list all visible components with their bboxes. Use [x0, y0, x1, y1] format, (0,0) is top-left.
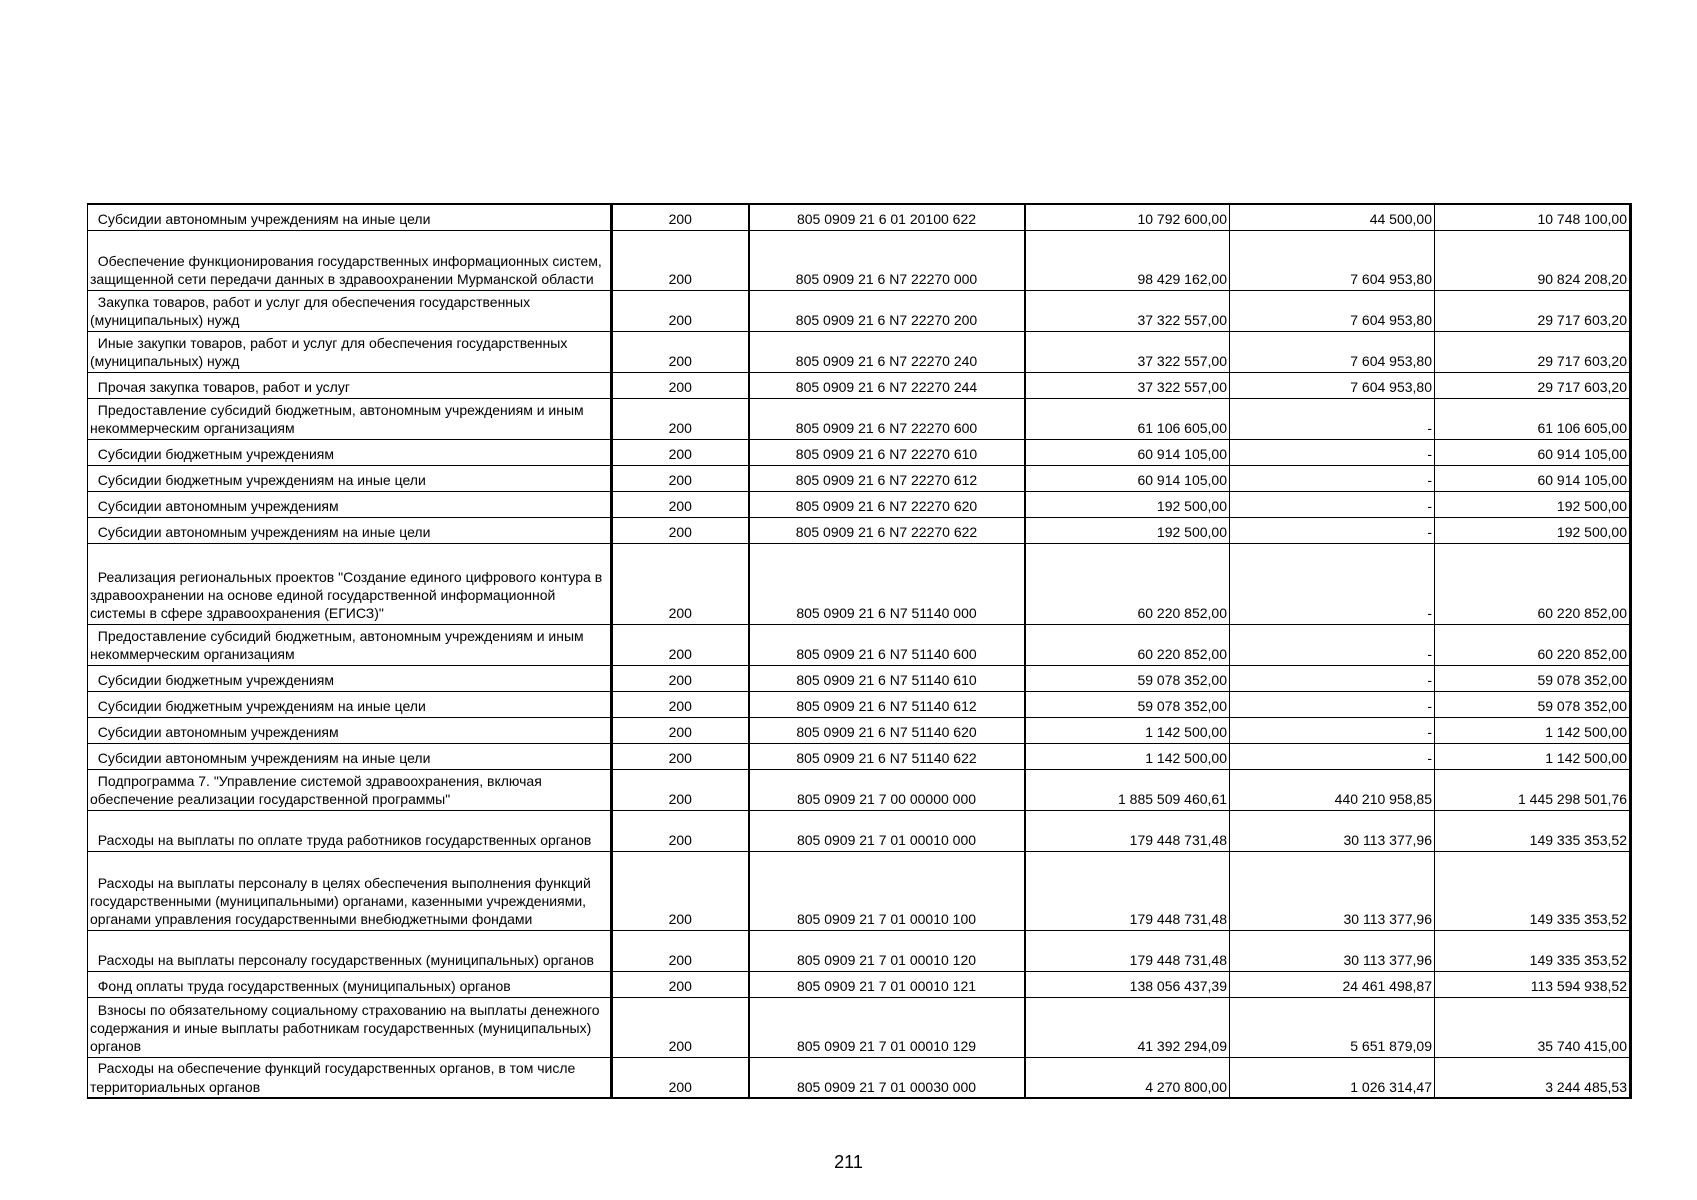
row-name-text: Подпрограмма 7. "Управление системой здравоохранения, включая обеспечение реализации государственной программы"	[90, 772, 546, 808]
row-executed-cell: -	[1230, 491, 1435, 517]
table-row	[88, 398, 1631, 439]
table-row	[88, 290, 1631, 331]
page-number: 211	[834, 1152, 863, 1172]
row-executed-cell: -	[1230, 691, 1435, 717]
row-executed-cell: 30 113 377,96	[1230, 851, 1435, 930]
row-unexecuted-cell: 60 914 105,00	[1435, 465, 1631, 491]
row-approved-cell: 1 885 509 460,61	[1025, 769, 1230, 810]
row-executed-cell: -	[1230, 439, 1435, 465]
table-row	[88, 851, 1631, 930]
row-name-cell	[88, 930, 612, 971]
row-name-cell	[88, 717, 612, 743]
row-unexecuted-cell: 3 244 485,53	[1435, 1057, 1631, 1098]
row-name-cell	[88, 290, 612, 331]
row-name-text: Субсидии автономным учреждениям на иные цели	[90, 750, 431, 767]
table-row	[88, 543, 1631, 624]
row-approved-cell: 41 392 294,09	[1025, 997, 1230, 1057]
row-approved-cell: 179 448 731,48	[1025, 810, 1230, 851]
row-executed-cell: 30 113 377,96	[1230, 930, 1435, 971]
row-line-code-cell: 200	[612, 971, 749, 997]
row-budget-code-cell: 805 0909 21 6 N7 22270 620	[749, 491, 1025, 517]
row-budget-code-cell: 805 0909 21 6 N7 22270 610	[749, 439, 1025, 465]
row-approved-cell: 10 792 600,00	[1025, 204, 1230, 230]
row-line-code-cell: 200	[612, 691, 749, 717]
row-executed-cell: 7 604 953,80	[1230, 230, 1435, 290]
table-row	[88, 930, 1631, 971]
row-name-text: Субсидии автономным учреждениям на иные цели	[90, 524, 431, 541]
row-unexecuted-cell: 59 078 352,00	[1435, 665, 1631, 691]
row-name-cell	[88, 439, 612, 465]
row-line-code-cell: 200	[612, 204, 749, 230]
row-line-code-cell: 200	[612, 491, 749, 517]
row-unexecuted-cell: 60 220 852,00	[1435, 543, 1631, 624]
row-name-text: Расходы на выплаты персоналу государственных (муниципальных) органов	[90, 952, 594, 969]
table-row	[88, 665, 1631, 691]
table-row	[88, 465, 1631, 491]
row-executed-cell: 1 026 314,47	[1230, 1057, 1435, 1098]
table-body	[88, 204, 1631, 1098]
row-line-code-cell: 200	[612, 851, 749, 930]
row-name-cell	[88, 465, 612, 491]
row-budget-code-cell: 805 0909 21 6 N7 51140 622	[749, 743, 1025, 769]
row-name-text: Субсидии бюджетным учреждениям на иные цели	[90, 472, 426, 489]
row-line-code-cell: 200	[612, 624, 749, 665]
row-executed-cell: -	[1230, 398, 1435, 439]
row-budget-code-cell: 805 0909 21 6 N7 51140 612	[749, 691, 1025, 717]
row-line-code-cell: 200	[612, 810, 749, 851]
row-name-cell	[88, 691, 612, 717]
row-name-text: Фонд оплаты труда государственных (муниципальных) органов	[90, 978, 511, 995]
row-name-text: Иные закупки товаров, работ и услуг для обеспечения государственных (муниципальных) нужд	[90, 334, 572, 370]
row-budget-code-cell: 805 0909 21 7 01 00010 120	[749, 930, 1025, 971]
row-name-text: Расходы на выплаты по оплате труда работников государственных органов	[90, 832, 592, 849]
row-unexecuted-cell: 59 078 352,00	[1435, 691, 1631, 717]
table-row	[88, 743, 1631, 769]
budget-execution-table	[87, 203, 1632, 1099]
row-name-text: Предоставление субсидий бюджетным, автономным учреждениям и иным некоммерческим организациям	[90, 401, 588, 437]
table-row	[88, 491, 1631, 517]
row-budget-code-cell: 805 0909 21 6 N7 22270 000	[749, 230, 1025, 290]
row-approved-cell: 60 220 852,00	[1025, 543, 1230, 624]
row-unexecuted-cell: 35 740 415,00	[1435, 997, 1631, 1057]
table-row	[88, 769, 1631, 810]
row-approved-cell: 61 106 605,00	[1025, 398, 1230, 439]
table-row	[88, 971, 1631, 997]
table-row	[88, 230, 1631, 290]
row-approved-cell: 59 078 352,00	[1025, 691, 1230, 717]
row-unexecuted-cell: 29 717 603,20	[1435, 331, 1631, 372]
row-unexecuted-cell: 149 335 353,52	[1435, 851, 1631, 930]
row-approved-cell: 98 429 162,00	[1025, 230, 1230, 290]
table-row	[88, 717, 1631, 743]
row-unexecuted-cell: 61 106 605,00	[1435, 398, 1631, 439]
row-name-text: Обеспечение функционирования государственных информационных систем, защищенной сети передачи данных в здравоохранении Мурманской области	[90, 252, 606, 288]
row-executed-cell: -	[1230, 624, 1435, 665]
row-line-code-cell: 200	[612, 372, 749, 398]
row-unexecuted-cell: 149 335 353,52	[1435, 930, 1631, 971]
row-executed-cell: -	[1230, 517, 1435, 543]
row-executed-cell: 24 461 498,87	[1230, 971, 1435, 997]
row-budget-code-cell: 805 0909 21 6 N7 51140 000	[749, 543, 1025, 624]
row-approved-cell: 179 448 731,48	[1025, 930, 1230, 971]
row-budget-code-cell: 805 0909 21 7 01 00030 000	[749, 1057, 1025, 1098]
row-line-code-cell: 200	[612, 398, 749, 439]
row-unexecuted-cell: 192 500,00	[1435, 491, 1631, 517]
row-unexecuted-cell: 1 142 500,00	[1435, 717, 1631, 743]
table-row	[88, 624, 1631, 665]
row-line-code-cell: 200	[612, 769, 749, 810]
row-name-text: Реализация региональных проектов "Создание единого цифрового контура в здравоохранении на основе единой государственной информационной системы в сфере здравоохранения (ЕГИСЗ)"	[90, 568, 607, 622]
row-executed-cell: 7 604 953,80	[1230, 372, 1435, 398]
row-unexecuted-cell: 60 220 852,00	[1435, 624, 1631, 665]
row-line-code-cell: 200	[612, 1057, 749, 1098]
row-approved-cell: 37 322 557,00	[1025, 331, 1230, 372]
row-budget-code-cell: 805 0909 21 6 N7 51140 600	[749, 624, 1025, 665]
row-approved-cell: 60 914 105,00	[1025, 465, 1230, 491]
row-name-text: Субсидии бюджетным учреждениям	[90, 672, 335, 689]
row-line-code-cell: 200	[612, 230, 749, 290]
row-name-cell	[88, 851, 612, 930]
row-unexecuted-cell: 1 142 500,00	[1435, 743, 1631, 769]
row-name-cell	[88, 543, 612, 624]
row-budget-code-cell: 805 0909 21 6 N7 22270 200	[749, 290, 1025, 331]
row-name-cell	[88, 230, 612, 290]
row-name-text: Расходы на выплаты персоналу в целях обеспечения выполнения функций государственными (муниципальными) органами, казенными учреждениями, органами управления государственными внебюджетными фондами	[90, 874, 595, 928]
row-name-cell	[88, 372, 612, 398]
row-approved-cell: 60 914 105,00	[1025, 439, 1230, 465]
row-budget-code-cell: 805 0909 21 6 N7 51140 610	[749, 665, 1025, 691]
table-row	[88, 810, 1631, 851]
row-name-cell	[88, 398, 612, 439]
row-line-code-cell: 200	[612, 543, 749, 624]
row-name-text: Субсидии бюджетным учреждениям на иные цели	[90, 698, 426, 715]
row-executed-cell: -	[1230, 743, 1435, 769]
row-approved-cell: 192 500,00	[1025, 517, 1230, 543]
row-unexecuted-cell: 1 445 298 501,76	[1435, 769, 1631, 810]
row-executed-cell: 30 113 377,96	[1230, 810, 1435, 851]
row-name-text: Расходы на обеспечение функций государственных органов, в том числе территориальных органов	[90, 1060, 580, 1095]
row-name-cell	[88, 665, 612, 691]
row-name-cell	[88, 743, 612, 769]
row-name-text: Субсидии автономным учреждениям на иные цели	[90, 211, 431, 228]
row-unexecuted-cell: 192 500,00	[1435, 517, 1631, 543]
row-executed-cell: -	[1230, 465, 1435, 491]
row-approved-cell: 4 270 800,00	[1025, 1057, 1230, 1098]
row-unexecuted-cell: 29 717 603,20	[1435, 290, 1631, 331]
row-name-text: Закупка товаров, работ и услуг для обеспечения государственных (муниципальных) нужд	[90, 293, 534, 329]
row-name-cell	[88, 517, 612, 543]
row-name-cell	[88, 204, 612, 230]
row-budget-code-cell: 805 0909 21 7 00 00000 000	[749, 769, 1025, 810]
row-executed-cell: 5 651 879,09	[1230, 997, 1435, 1057]
row-executed-cell: -	[1230, 543, 1435, 624]
row-budget-code-cell: 805 0909 21 6 N7 22270 600	[749, 398, 1025, 439]
row-approved-cell: 60 220 852,00	[1025, 624, 1230, 665]
row-name-cell	[88, 810, 612, 851]
row-line-code-cell: 200	[612, 743, 749, 769]
table-row	[88, 439, 1631, 465]
row-name-cell	[88, 997, 612, 1057]
row-unexecuted-cell: 60 914 105,00	[1435, 439, 1631, 465]
row-executed-cell: 440 210 958,85	[1230, 769, 1435, 810]
row-line-code-cell: 200	[612, 665, 749, 691]
row-name-text: Прочая закупка товаров, работ и услуг	[90, 379, 350, 396]
row-budget-code-cell: 805 0909 21 7 01 00010 000	[749, 810, 1025, 851]
row-name-text: Субсидии автономным учреждениям	[90, 724, 339, 741]
row-name-text: Субсидии автономным учреждениям	[90, 498, 339, 515]
table-row	[88, 1057, 1631, 1098]
row-approved-cell: 37 322 557,00	[1025, 372, 1230, 398]
table-row	[88, 372, 1631, 398]
row-executed-cell: -	[1230, 717, 1435, 743]
row-executed-cell: -	[1230, 665, 1435, 691]
row-unexecuted-cell: 90 824 208,20	[1435, 230, 1631, 290]
row-executed-cell: 7 604 953,80	[1230, 331, 1435, 372]
row-approved-cell: 1 142 500,00	[1025, 717, 1230, 743]
row-line-code-cell: 200	[612, 997, 749, 1057]
row-unexecuted-cell: 10 748 100,00	[1435, 204, 1631, 230]
row-budget-code-cell: 805 0909 21 6 N7 51140 620	[749, 717, 1025, 743]
row-line-code-cell: 200	[612, 439, 749, 465]
row-unexecuted-cell: 113 594 938,52	[1435, 971, 1631, 997]
table-row	[88, 204, 1631, 230]
row-line-code-cell: 200	[612, 517, 749, 543]
row-unexecuted-cell: 149 335 353,52	[1435, 810, 1631, 851]
row-budget-code-cell: 805 0909 21 7 01 00010 129	[749, 997, 1025, 1057]
row-approved-cell: 179 448 731,48	[1025, 851, 1230, 930]
row-line-code-cell: 200	[612, 930, 749, 971]
row-executed-cell: 7 604 953,80	[1230, 290, 1435, 331]
row-unexecuted-cell: 29 717 603,20	[1435, 372, 1631, 398]
row-budget-code-cell: 805 0909 21 7 01 00010 121	[749, 971, 1025, 997]
row-name-cell	[88, 331, 612, 372]
row-name-text: Взносы по обязательному социальному страхованию на выплаты денежного содержания и иные выплаты работникам государственных (муниципальных) органов	[90, 1001, 604, 1055]
row-approved-cell: 192 500,00	[1025, 491, 1230, 517]
row-name-cell	[88, 769, 612, 810]
row-name-text: Предоставление субсидий бюджетным, автономным учреждениям и иным некоммерческим организациям	[90, 627, 588, 663]
row-line-code-cell: 200	[612, 465, 749, 491]
row-line-code-cell: 200	[612, 290, 749, 331]
row-budget-code-cell: 805 0909 21 7 01 00010 100	[749, 851, 1025, 930]
row-budget-code-cell: 805 0909 21 6 N7 22270 240	[749, 331, 1025, 372]
table-row	[88, 997, 1631, 1057]
row-approved-cell: 1 142 500,00	[1025, 743, 1230, 769]
row-line-code-cell: 200	[612, 331, 749, 372]
row-approved-cell: 59 078 352,00	[1025, 665, 1230, 691]
row-budget-code-cell: 805 0909 21 6 N7 22270 612	[749, 465, 1025, 491]
table-row	[88, 691, 1631, 717]
row-executed-cell: 44 500,00	[1230, 204, 1435, 230]
row-name-cell	[88, 1057, 612, 1098]
row-budget-code-cell: 805 0909 21 6 N7 22270 622	[749, 517, 1025, 543]
table-row	[88, 517, 1631, 543]
row-approved-cell: 138 056 437,39	[1025, 971, 1230, 997]
row-name-text: Субсидии бюджетным учреждениям	[90, 446, 335, 463]
row-name-cell	[88, 491, 612, 517]
row-line-code-cell: 200	[612, 717, 749, 743]
row-name-cell	[88, 624, 612, 665]
row-budget-code-cell: 805 0909 21 6 N7 22270 244	[749, 372, 1025, 398]
row-name-cell	[88, 971, 612, 997]
row-approved-cell: 37 322 557,00	[1025, 290, 1230, 331]
row-budget-code-cell: 805 0909 21 6 01 20100 622	[749, 204, 1025, 230]
table-row	[88, 331, 1631, 372]
